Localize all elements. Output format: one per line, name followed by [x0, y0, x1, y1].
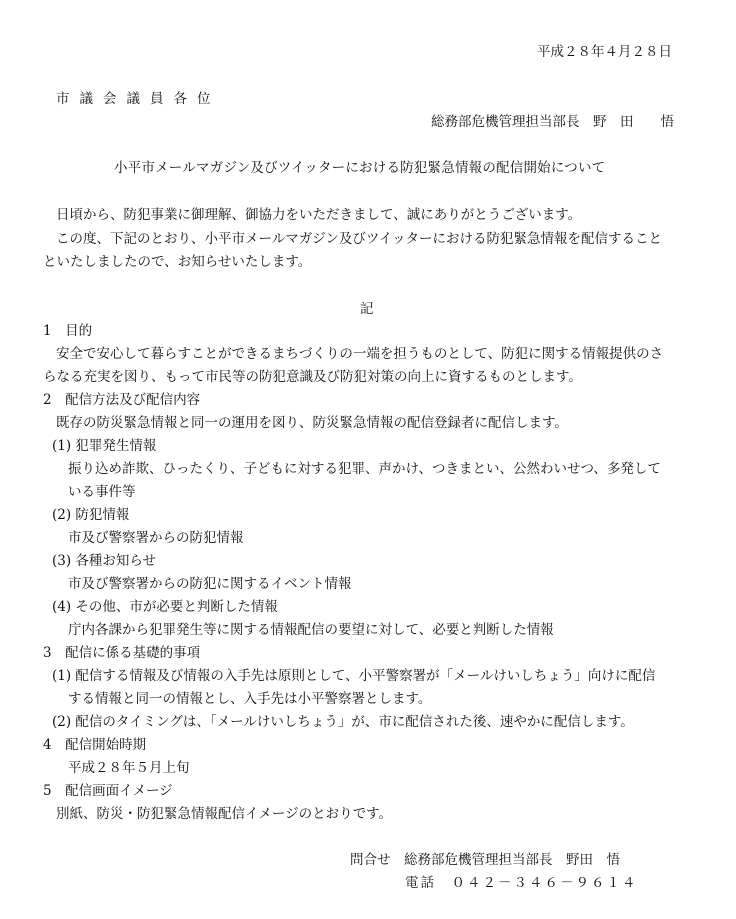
section-2-item-3-text: 市及び警察署からの防犯に関するイベント情報: [68, 576, 352, 592]
intro-line-3: といたしましたので、お知らせいたします。: [43, 254, 312, 270]
section-2-item-1-label: (1) 犯罪発生情報: [52, 438, 157, 454]
contact-phone: 電話 ０４２－３４６－９６１４: [405, 875, 638, 891]
section-4-body: 平成２８年５月上旬: [68, 760, 190, 776]
intro-line-2: この度、下記のとおり、小平市メールマガジン及びツイッターにおける防犯緊急情報を配信すること: [56, 231, 662, 247]
document-title: 小平市メールマガジン及びツイッターにおける防犯緊急情報の配信開始について: [114, 160, 606, 176]
section-5-body: 別紙、防災・防犯緊急情報配信イメージのとおりです。: [56, 806, 393, 822]
section-2-item-1-text-1: 振り込め詐欺、ひったくり、子どもに対する犯罪、声かけ、つきまとい、公然わいせつ、多発して: [68, 461, 661, 477]
section-1-heading: 1 目的: [43, 323, 93, 339]
ki-heading: 記: [360, 301, 374, 317]
section-2-heading: 2 配信方法及び配信内容: [43, 392, 201, 408]
section-2-item-3-label: (3) 各種お知らせ: [52, 553, 157, 569]
document-date: 平成２８年４月２８日: [537, 44, 672, 60]
section-2-item-1-text-2: いる事件等: [68, 484, 136, 500]
section-3-item-1-line-1: (1) 配信する情報及び情報の入手先は原則として、小平警察署が「メールけいしちょう」向けに配信: [52, 668, 656, 684]
sender: 総務部危機管理担当部長 野 田 悟: [431, 114, 674, 130]
section-2-item-2-text: 市及び警察署からの防犯情報: [68, 530, 244, 546]
contact-line-1: 問合せ 総務部危機管理担当部長 野田 悟: [350, 852, 620, 868]
addressee: 市議会議員各位: [56, 91, 221, 107]
section-1-body-line-2: らなる充実を図り、もって市民等の防犯意識及び防犯対策の向上に資するものとします。: [43, 369, 582, 385]
section-2-body: 既存の防災緊急情報と同一の運用を図り、防災緊急情報の配信登録者に配信します。: [56, 415, 568, 431]
section-2-item-2-label: (2) 防犯情報: [52, 507, 130, 523]
section-3-item-2: (2) 配信のタイミングは、「メールけいしちょう」が、市に配信された後、速やかに配信します。: [52, 714, 634, 730]
intro-line-1: 日頃から、防犯事業に御理解、御協力をいただきまして、誠にありがとうございます。: [56, 207, 582, 223]
section-1-body-line-1: 安全で安心して暮らすことができるまちづくりの一端を担うものとして、防犯に関する情報提供のさ: [56, 346, 664, 362]
section-3-item-1-line-2: する情報と同一の情報とし、入手先は小平警察署とします。: [68, 691, 432, 707]
section-2-item-4-text: 庁内各課から犯罪発生等に関する情報配信の要望に対して、必要と判断した情報: [68, 622, 554, 638]
section-5-heading: 5 配信画面イメージ: [43, 783, 173, 799]
section-3-heading: 3 配信に係る基礎的事項: [43, 645, 201, 661]
section-2-item-4-label: (4) その他、市が必要と判断した情報: [52, 599, 278, 615]
section-4-heading: 4 配信開始時期: [43, 737, 147, 753]
